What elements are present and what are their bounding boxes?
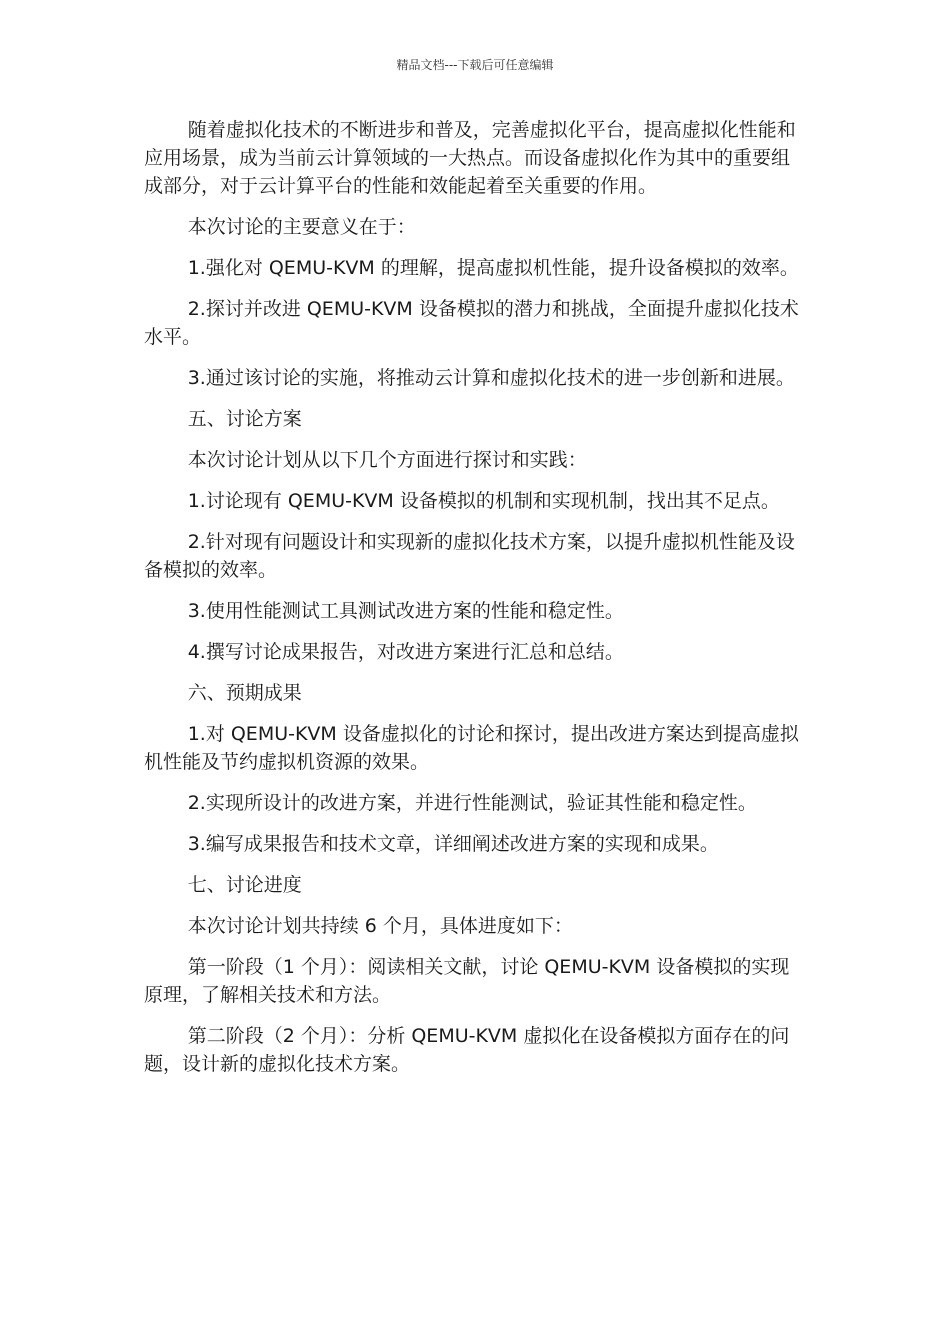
paragraph-significance-lead: 本次讨论的主要意义在于： (187, 216, 416, 238)
list-item-plan-4: 4.撰写讨论成果报告，对改进方案进行汇总和总结。 (187, 641, 624, 663)
section-heading-plan: 五、讨论方案 (187, 408, 302, 430)
list-item-results-3: 3.编写成果报告和技术文章，详细阐述改进方案的实现和成果。 (187, 833, 719, 855)
list-item-significance-1: 1.强化对 QEMU-KVM 的理解，提高虚拟机性能，提升设备模拟的效率。 (187, 257, 799, 279)
section-heading-schedule: 七、讨论进度 (187, 874, 302, 896)
list-item-results-1: 1.对 QEMU-KVM 设备虚拟化的讨论和探讨，提出改进方案达到提高虚拟机性能及节约虚拟机资源的效果。 (144, 723, 799, 773)
list-item-plan-1: 1.讨论现有 QEMU-KVM 设备模拟的机制和实现机制，找出其不足点。 (187, 490, 780, 512)
list-item-results-2: 2.实现所设计的改进方案，并进行性能测试，验证其性能和稳定性。 (187, 792, 757, 814)
section-heading-results: 六、预期成果 (187, 682, 302, 704)
paragraph-plan-lead: 本次讨论计划从以下几个方面进行探讨和实践： (187, 449, 587, 471)
list-item-significance-3: 3.通过该讨论的实施，将推动云计算和虚拟化技术的进一步创新和进展。 (187, 367, 795, 389)
list-item-plan-2: 2.针对现有问题设计和实现新的虚拟化技术方案，以提升虚拟机性能及设备模拟的效率。 (144, 531, 795, 581)
paragraph-intro: 随着虚拟化技术的不断进步和普及，完善虚拟化平台，提高虚拟化性能和应用场景，成为当前云计算领域的一大热点。而设备虚拟化作为其中的重要组成部分，对于云计算平台的性能和效能起着至关重要的作用。 (144, 119, 796, 197)
list-item-plan-3: 3.使用性能测试工具测试改进方案的性能和稳定性。 (187, 600, 624, 622)
list-item-phase-1: 第一阶段（1 个月）：阅读相关文献，讨论 QEMU-KVM 设备模拟的实现原理，了解相关技术和方法。 (144, 956, 790, 1006)
list-item-significance-2: 2.探讨并改进 QEMU-KVM 设备模拟的潜力和挑战，全面提升虚拟化技术水平。 (144, 298, 799, 348)
paragraph-schedule-lead: 本次讨论计划共持续 6 个月，具体进度如下： (187, 915, 573, 937)
page-header: 精品文档---下载后可任意编辑 (396, 58, 554, 72)
list-item-phase-2: 第二阶段（2 个月）：分析 QEMU-KVM 虚拟化在设备模拟方面存在的问题，设计新的虚拟化技术方案。 (144, 1025, 790, 1075)
document-body (144, 116, 802, 1091)
